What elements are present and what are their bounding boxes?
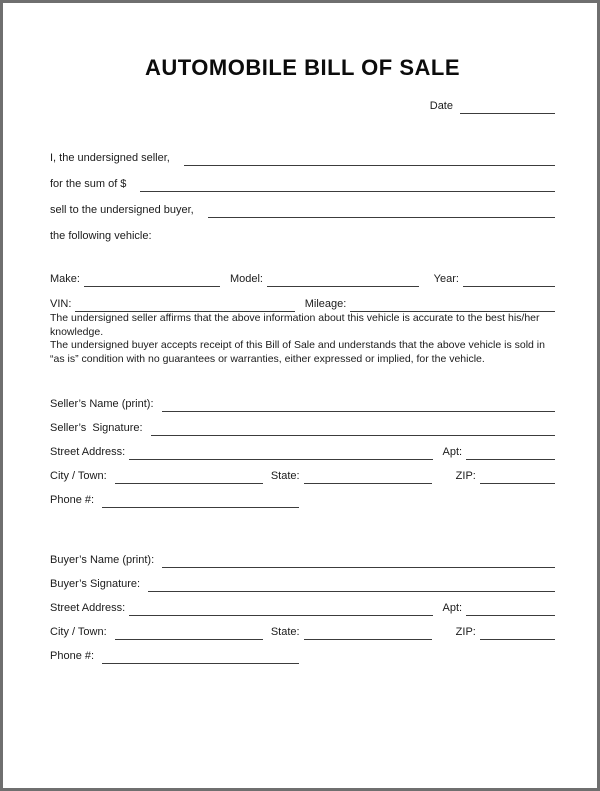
buyer-acceptance-paragraph: The undersigned buyer accepts receipt of this Bill of Sale and understands that the above vehicle is sold in “as is” condition with no guarantees or warranties, either expressed or implied, for the vehicle. bbox=[50, 339, 545, 365]
seller-signature-label: Seller’s Signature: bbox=[50, 422, 143, 434]
buyer-intro-row bbox=[50, 202, 555, 218]
mileage-field-line[interactable] bbox=[350, 296, 555, 312]
buyer-section bbox=[50, 552, 555, 664]
mileage-label: Mileage: bbox=[304, 298, 347, 310]
seller-statement-line[interactable] bbox=[184, 150, 555, 166]
seller-address-row bbox=[50, 444, 555, 460]
date-label: Date bbox=[429, 100, 453, 112]
buyer-zip-line[interactable] bbox=[480, 624, 555, 640]
buyer-signature-row bbox=[50, 576, 555, 592]
sum-label: for the sum of $ bbox=[50, 178, 127, 190]
buyer-state-label: State: bbox=[270, 626, 300, 638]
seller-city-line[interactable] bbox=[115, 468, 263, 484]
seller-zip-line[interactable] bbox=[480, 468, 555, 484]
seller-apt-label: Apt: bbox=[442, 446, 463, 458]
buyer-phone-label: Phone #: bbox=[50, 650, 95, 662]
model-label: Model: bbox=[229, 273, 263, 285]
buyer-signature-line[interactable] bbox=[148, 576, 555, 592]
seller-zip-label: ZIP: bbox=[455, 470, 476, 482]
seller-name-line[interactable] bbox=[162, 396, 555, 412]
buyer-name-label: Buyer’s Name (print): bbox=[50, 554, 155, 566]
year-label: Year: bbox=[433, 273, 459, 285]
buyer-zip-label: ZIP: bbox=[455, 626, 476, 638]
sum-field-line[interactable] bbox=[140, 176, 555, 192]
buyer-name-row bbox=[50, 552, 555, 568]
seller-phone-line[interactable] bbox=[102, 492, 299, 508]
seller-intro-label: I, the undersigned seller, bbox=[50, 152, 170, 164]
buyer-name-line[interactable] bbox=[162, 552, 555, 568]
buyer-apt-label: Apt: bbox=[442, 602, 463, 614]
seller-street-line[interactable] bbox=[129, 444, 432, 460]
seller-phone-row bbox=[50, 492, 555, 508]
date-row bbox=[50, 98, 555, 114]
buyer-address-row bbox=[50, 600, 555, 616]
make-model-year-row bbox=[50, 271, 555, 287]
make-label: Make: bbox=[50, 273, 80, 285]
buyer-city-label: City / Town: bbox=[50, 626, 107, 638]
buyer-statement-line[interactable] bbox=[208, 202, 555, 218]
seller-apt-line[interactable] bbox=[466, 444, 555, 460]
buyer-street-label: Street Address: bbox=[50, 602, 126, 614]
buyer-street-line[interactable] bbox=[129, 600, 432, 616]
buyer-phone-row bbox=[50, 648, 555, 664]
buyer-state-line[interactable] bbox=[304, 624, 432, 640]
page-title: AUTOMOBILE BILL OF SALE bbox=[144, 55, 461, 80]
seller-street-label: Street Address: bbox=[50, 446, 126, 458]
year-field-line[interactable] bbox=[463, 271, 555, 287]
make-field-line[interactable] bbox=[84, 271, 220, 287]
seller-affirmation-paragraph: The undersigned seller affirms that the above information about this vehicle is accurate to the best his/her knowledge. bbox=[50, 312, 540, 338]
buyer-phone-line[interactable] bbox=[102, 648, 299, 664]
vin-mileage-row bbox=[50, 296, 555, 312]
seller-phone-label: Phone #: bbox=[50, 494, 95, 506]
buyer-apt-line[interactable] bbox=[466, 600, 555, 616]
seller-name-label: Seller’s Name (print): bbox=[50, 398, 154, 410]
seller-city-label: City / Town: bbox=[50, 470, 107, 482]
sum-row bbox=[50, 176, 555, 192]
seller-signature-row bbox=[50, 420, 555, 436]
seller-signature-line[interactable] bbox=[151, 420, 555, 436]
buyer-intro-label: sell to the undersigned buyer, bbox=[50, 204, 194, 216]
vehicle-intro-label: the following vehicle: bbox=[50, 230, 152, 242]
seller-state-label: State: bbox=[270, 470, 300, 482]
vin-field-line[interactable] bbox=[75, 296, 294, 312]
model-field-line[interactable] bbox=[267, 271, 419, 287]
buyer-signature-label: Buyer’s Signature: bbox=[50, 578, 141, 590]
buyer-city-line[interactable] bbox=[115, 624, 263, 640]
seller-city-row bbox=[50, 468, 555, 484]
vehicle-intro-row bbox=[50, 228, 555, 244]
buyer-city-row bbox=[50, 624, 555, 640]
seller-section bbox=[50, 396, 555, 508]
seller-state-line[interactable] bbox=[304, 468, 432, 484]
vin-label: VIN: bbox=[50, 298, 72, 310]
seller-intro-row bbox=[50, 150, 555, 166]
statement-section bbox=[50, 150, 555, 244]
seller-name-row bbox=[50, 396, 555, 412]
date-field-line[interactable] bbox=[460, 98, 555, 114]
